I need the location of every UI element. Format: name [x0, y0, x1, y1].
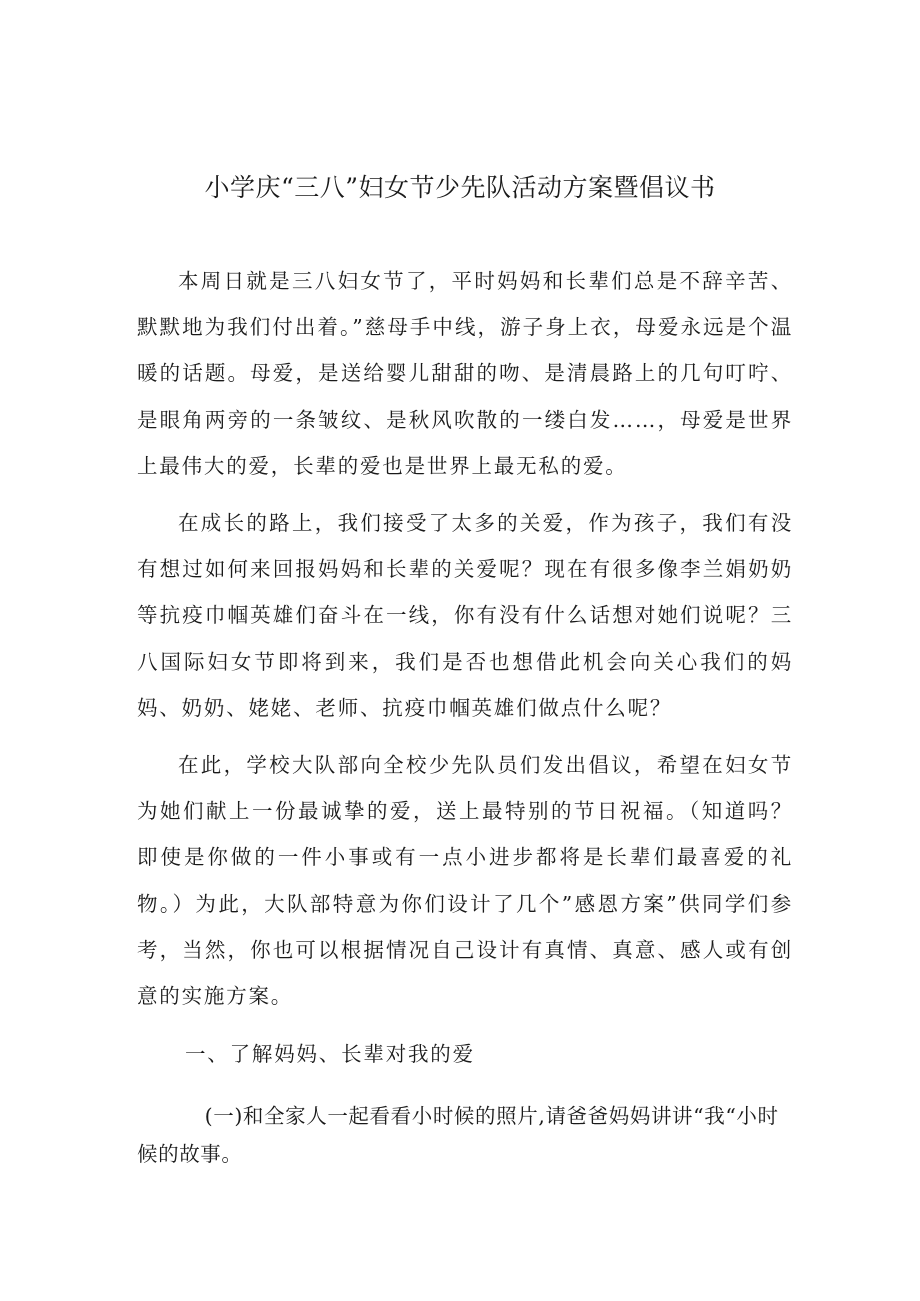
paragraph-text: 在此，学校大队部向全校少先队员们发出倡议，希望在妇女节为她们献上一份最诚挚的爱，送上最特别的节日祝福。（知道吗？即使是你做的一件小事或有一点小进步都将是长辈们最喜爱的礼物。）为此，大队部特意为你们设计了几个”感恩方案”供同学们参考，当然，你也可以根据情况自己设计有真情、真意、感人或有创意的实施方案。 — [137, 753, 793, 1009]
paragraph-3 — [137, 742, 793, 1019]
paragraph-text: 在成长的路上，我们接受了太多的关爱，作为孩子，我们有没有想过如何来回报妈妈和长辈的关爱呢？现在有很多像李兰娟奶奶等抗疫巾帼英雄们奋斗在一线，你有没有什么话想对她们说呢？三八国际妇女节即将到来，我们是否也想借此机会向关心我们的妈妈、奶奶、姥姥、老师、抗疫巾帼英雄们做点什么呢？ — [137, 511, 793, 720]
paragraph-2 — [137, 500, 793, 731]
section-heading: 一、了解妈妈、长辈对我的爱 — [185, 1042, 475, 1066]
document-title: 小学庆“三八”妇女节少先队活动方案暨倡议书 — [204, 173, 716, 202]
subsection-item: (一)和全家人一起看看小时候的照片,请爸爸妈妈讲讲“我“小时候的故事。 — [137, 1104, 779, 1166]
paragraph-1 — [137, 258, 793, 489]
paragraph-text: 本周日就是三八妇女节了，平时妈妈和长辈们总是不辞辛苦、默默地为我们付出着。”慈母手中线，游子身上衣，母爱永远是个温暖的话题。母爱，是送给婴儿甜甜的吻、是清晨路上的几句叮咛、是眼角两旁的一条皱纹、是秋风吹散的一缕白发……，母爱是世界上最伟大的爱，长辈的爱也是世界上最无私的爱。 — [137, 269, 793, 478]
